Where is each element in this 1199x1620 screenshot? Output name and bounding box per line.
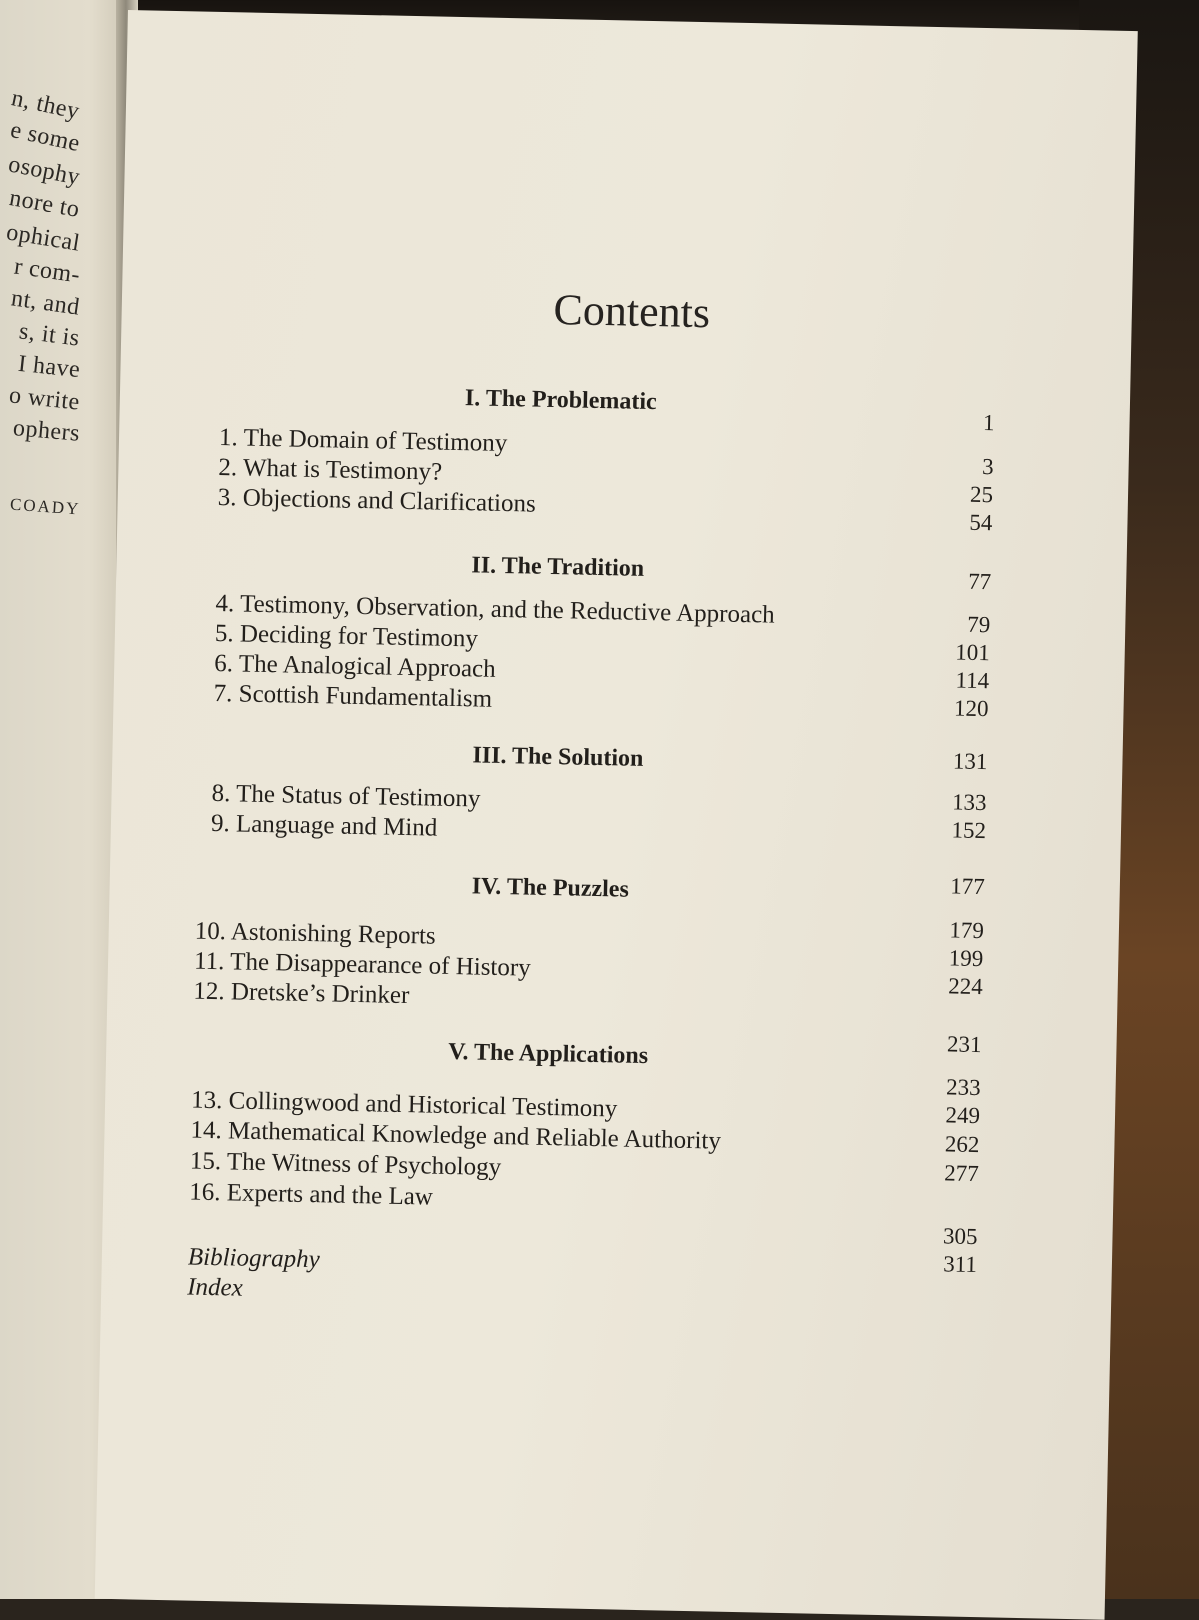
part-heading: IV. The Puzzles [471, 873, 630, 903]
page-number: 77 [967, 568, 992, 595]
page-number: 25 [969, 481, 994, 508]
contents-page [95, 10, 1138, 1620]
page-number: 233 [945, 1074, 981, 1101]
chapter-title: 11. The Disappearance of History [193, 947, 532, 982]
chapter-title: 14. Mathematical Knowledge and Reliable Authority [190, 1116, 722, 1155]
page-number: 152 [951, 817, 987, 844]
chapter-title: 15. The Witness of Psychology [189, 1147, 502, 1182]
part-heading-row [109, 866, 1119, 919]
chapter-title: 1. The Domain of Testimony [218, 424, 508, 458]
chapter-title: 8. The Status of Testimony [211, 779, 481, 813]
page-number: 133 [951, 789, 987, 816]
chapter-title: 6. The Analogical Approach [214, 649, 496, 683]
chapter-title: 7. Scottish Fundamentalism [213, 679, 493, 713]
page-number: 277 [944, 1160, 980, 1187]
page-number: 3 [981, 453, 994, 480]
page-number: 262 [944, 1131, 980, 1158]
facing-page-line: e some [7, 116, 83, 158]
chapter-title: 12. Dretske’s Drinker [193, 977, 410, 1010]
facing-page-line: I have [16, 350, 82, 384]
page-number: 1 [982, 410, 995, 436]
chapter-title: 10. Astonishing Reports [194, 917, 436, 950]
page-number: 54 [969, 509, 993, 536]
page-number: 120 [953, 695, 989, 722]
page-number: 179 [949, 917, 985, 944]
chapter-title: 4. Testimony, Observation, and the Reductive Approach [215, 589, 776, 629]
chapter-title: 13. Collingwood and Historical Testimony [190, 1086, 618, 1123]
end-matter-title: Index [186, 1273, 244, 1302]
facing-page-line: s, it is [18, 318, 82, 352]
facing-page-signature: COADY [9, 494, 81, 519]
part-heading: I. The Problematic [464, 385, 657, 416]
facing-page-line: ophical [4, 219, 82, 257]
end-matter-title: Bibliography [187, 1243, 321, 1274]
chapter-title: 9. Language and Mind [210, 809, 438, 842]
page-number: 114 [955, 667, 990, 694]
facing-page-line: osophy [5, 151, 82, 191]
chapter-title: 3. Objections and Clarifications [217, 483, 537, 518]
chapter-title: 2. What is Testimony? [218, 453, 443, 486]
part-heading-row [120, 378, 1130, 436]
page-number: 305 [942, 1223, 978, 1250]
page-number: 131 [952, 748, 988, 775]
table-of-contents [97, 10, 1138, 1531]
chapter-title: 5. Deciding for Testimony [214, 619, 479, 653]
part-heading: V. The Applications [447, 1038, 649, 1070]
part-heading-row [112, 735, 1122, 788]
part-heading: II. The Tradition [471, 552, 645, 582]
chapter-title: 16. Experts and the Law [188, 1178, 434, 1211]
facing-page-line: n, they [9, 85, 83, 125]
page-number: 231 [946, 1031, 982, 1058]
page-number: 177 [950, 873, 986, 900]
page-number: 249 [945, 1102, 981, 1129]
facing-page-line: r com- [12, 253, 82, 289]
facing-page-line: nore to [7, 185, 82, 223]
part-heading: III. The Solution [472, 742, 644, 772]
facing-page-line: ophers [12, 415, 82, 447]
part-heading-row [116, 545, 1126, 598]
facing-page-line: o write [8, 382, 82, 416]
page-number: 101 [954, 639, 990, 666]
page-number: 79 [967, 611, 991, 638]
page-title: Contents [553, 284, 711, 338]
page-number: 224 [947, 973, 983, 1000]
page-number: 199 [948, 945, 984, 972]
page-number: 311 [943, 1251, 978, 1278]
facing-page-line: nt, and [9, 285, 82, 321]
